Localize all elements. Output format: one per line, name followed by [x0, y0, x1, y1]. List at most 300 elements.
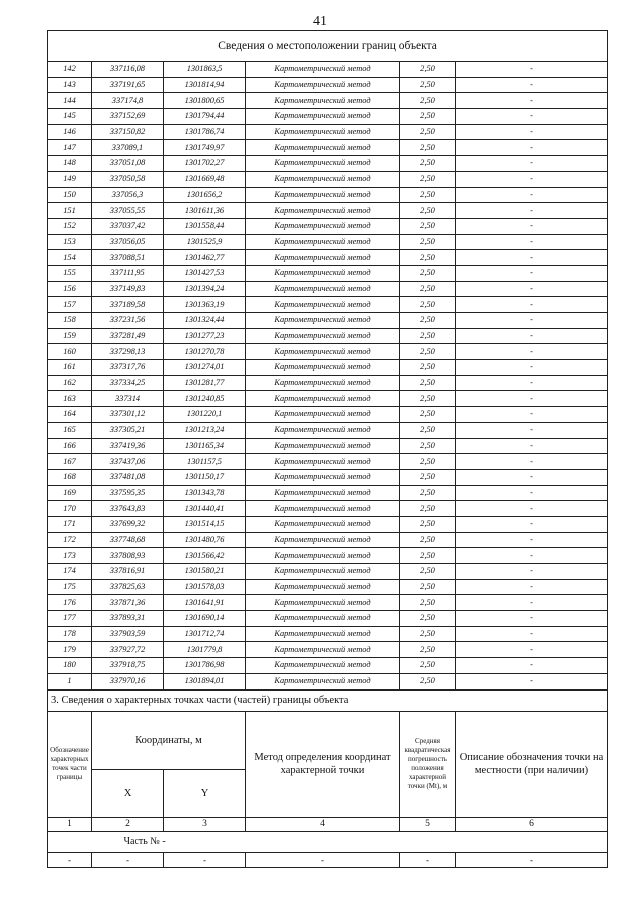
description-cell: - [456, 313, 608, 329]
point-number: 159 [48, 328, 92, 344]
x-coordinate: 337481,08 [92, 469, 164, 485]
boundary-document [47, 30, 607, 868]
method-cell: Картометрический метод [246, 673, 400, 689]
y-coordinate: 1301324,44 [164, 313, 246, 329]
x-coordinate: 337056,05 [92, 234, 164, 250]
description-cell: - [456, 218, 608, 234]
description-cell: - [456, 407, 608, 423]
accuracy-cell: 2,50 [400, 501, 456, 517]
point-number: 160 [48, 344, 92, 360]
x-coordinate: 337903,59 [92, 626, 164, 642]
description-cell: - [456, 611, 608, 627]
table-row [48, 187, 608, 203]
x-coordinate: 337116,08 [92, 62, 164, 78]
accuracy-cell: 2,50 [400, 93, 456, 109]
y-coordinate: 1301580,21 [164, 564, 246, 580]
point-number: 162 [48, 375, 92, 391]
x-coordinate: 337927,72 [92, 642, 164, 658]
table-row [48, 579, 608, 595]
table-row [48, 297, 608, 313]
description-cell: - [456, 250, 608, 266]
method-cell: Картометрический метод [246, 532, 400, 548]
accuracy-cell: 2,50 [400, 407, 456, 423]
method-cell: Картометрический метод [246, 124, 400, 140]
point-number: 179 [48, 642, 92, 658]
x-coordinate: 337305,21 [92, 422, 164, 438]
col-accuracy-header: Средняя квадратическая погрешность положения характерной точки (Mt), м [400, 711, 456, 817]
accuracy-cell: 2,50 [400, 642, 456, 658]
x-coordinate: 337298,13 [92, 344, 164, 360]
x-coordinate: 337191,65 [92, 77, 164, 93]
table-row [48, 422, 608, 438]
y-coordinate: 1301702,27 [164, 156, 246, 172]
accuracy-cell: 2,50 [400, 62, 456, 78]
table-row [48, 109, 608, 125]
x-coordinate: 337281,49 [92, 328, 164, 344]
point-number: 171 [48, 516, 92, 532]
point-number: 145 [48, 109, 92, 125]
method-cell: Картометрический метод [246, 360, 400, 376]
description-cell: - [456, 124, 608, 140]
y-coordinate: 1301779,8 [164, 642, 246, 658]
accuracy-cell: 2,50 [400, 218, 456, 234]
y-coordinate: 1301213,24 [164, 422, 246, 438]
y-coordinate: 1301894,01 [164, 673, 246, 689]
description-cell: - [456, 156, 608, 172]
method-cell: Картометрический метод [246, 62, 400, 78]
x-coordinate: 337152,69 [92, 109, 164, 125]
y-coordinate: 1301656,2 [164, 187, 246, 203]
table-row [48, 313, 608, 329]
x-coordinate: 337056,3 [92, 187, 164, 203]
y-coordinate: 1301220,1 [164, 407, 246, 423]
x-coordinate: 337301,12 [92, 407, 164, 423]
description-cell: - [456, 485, 608, 501]
method-cell: Картометрический метод [246, 109, 400, 125]
method-cell: Картометрический метод [246, 611, 400, 627]
description-cell: - [456, 548, 608, 564]
method-cell: Картометрический метод [246, 407, 400, 423]
point-number: 1 [48, 673, 92, 689]
table-row [48, 516, 608, 532]
col-number: 1 [48, 817, 92, 831]
y-coordinate: 1301578,03 [164, 579, 246, 595]
method-cell: Картометрический метод [246, 93, 400, 109]
x-coordinate: 337051,08 [92, 156, 164, 172]
x-coordinate: 337918,75 [92, 658, 164, 674]
y-coordinate: 1301274,01 [164, 360, 246, 376]
part-label: Часть № - [92, 831, 608, 852]
dash-cell: - [456, 852, 608, 867]
method-cell: Картометрический метод [246, 548, 400, 564]
description-cell: - [456, 579, 608, 595]
description-cell: - [456, 642, 608, 658]
description-cell: - [456, 422, 608, 438]
method-cell: Картометрический метод [246, 171, 400, 187]
point-number: 146 [48, 124, 92, 140]
y-coordinate: 1301690,14 [164, 611, 246, 627]
y-coordinate: 1301514,15 [164, 516, 246, 532]
table-row [48, 62, 608, 78]
y-coordinate: 1301863,5 [164, 62, 246, 78]
point-number: 155 [48, 265, 92, 281]
table-row [48, 595, 608, 611]
method-cell: Картометрический метод [246, 626, 400, 642]
x-coordinate: 337314 [92, 391, 164, 407]
accuracy-cell: 2,50 [400, 673, 456, 689]
accuracy-cell: 2,50 [400, 438, 456, 454]
y-coordinate: 1301749,97 [164, 140, 246, 156]
method-cell: Картометрический метод [246, 313, 400, 329]
method-cell: Картометрический метод [246, 218, 400, 234]
point-number: 158 [48, 313, 92, 329]
accuracy-cell: 2,50 [400, 595, 456, 611]
accuracy-cell: 2,50 [400, 281, 456, 297]
method-cell: Картометрический метод [246, 344, 400, 360]
table-row [48, 438, 608, 454]
method-cell: Картометрический метод [246, 658, 400, 674]
y-coordinate: 1301786,74 [164, 124, 246, 140]
x-coordinate: 337643,83 [92, 501, 164, 517]
y-coordinate: 1301363,19 [164, 297, 246, 313]
table-row [48, 218, 608, 234]
accuracy-cell: 2,50 [400, 313, 456, 329]
table-row [48, 250, 608, 266]
col-x-header: X [92, 769, 164, 817]
description-cell: - [456, 564, 608, 580]
method-cell: Картометрический метод [246, 485, 400, 501]
y-coordinate: 1301525,9 [164, 234, 246, 250]
description-cell: - [456, 469, 608, 485]
point-number: 163 [48, 391, 92, 407]
accuracy-cell: 2,50 [400, 422, 456, 438]
table-row [48, 171, 608, 187]
accuracy-cell: 2,50 [400, 454, 456, 470]
point-number: 156 [48, 281, 92, 297]
col-method-header: Метод определения координат характерной точки [246, 711, 400, 817]
description-cell: - [456, 532, 608, 548]
method-cell: Картометрический метод [246, 203, 400, 219]
accuracy-cell: 2,50 [400, 344, 456, 360]
point-number: 143 [48, 77, 92, 93]
x-coordinate: 337419,36 [92, 438, 164, 454]
table-row [48, 611, 608, 627]
method-cell: Картометрический метод [246, 281, 400, 297]
table-row [48, 234, 608, 250]
accuracy-cell: 2,50 [400, 658, 456, 674]
col-description-header: Описание обозначения точки на местности (при наличии) [456, 711, 608, 817]
table-row [48, 77, 608, 93]
point-number: 147 [48, 140, 92, 156]
description-cell: - [456, 626, 608, 642]
description-cell: - [456, 297, 608, 313]
y-coordinate: 1301281,77 [164, 375, 246, 391]
point-number: 157 [48, 297, 92, 313]
point-number: 150 [48, 187, 92, 203]
description-cell: - [456, 109, 608, 125]
y-coordinate: 1301277,23 [164, 328, 246, 344]
method-cell: Картометрический метод [246, 642, 400, 658]
method-cell: Картометрический метод [246, 297, 400, 313]
accuracy-cell: 2,50 [400, 297, 456, 313]
accuracy-cell: 2,50 [400, 360, 456, 376]
table-row [48, 532, 608, 548]
section-title: Сведения о местоположении границ объекта [48, 31, 608, 62]
section-3-title: 3. Сведения о характерных точках части (частей) границы объекта [48, 690, 608, 711]
point-number: 144 [48, 93, 92, 109]
point-number: 167 [48, 454, 92, 470]
method-cell: Картометрический метод [246, 564, 400, 580]
method-cell: Картометрический метод [246, 187, 400, 203]
x-coordinate: 337317,76 [92, 360, 164, 376]
col-number: 5 [400, 817, 456, 831]
accuracy-cell: 2,50 [400, 391, 456, 407]
accuracy-cell: 2,50 [400, 234, 456, 250]
y-coordinate: 1301712,74 [164, 626, 246, 642]
dash-cell: - [48, 852, 92, 867]
y-coordinate: 1301150,17 [164, 469, 246, 485]
y-coordinate: 1301800,65 [164, 93, 246, 109]
col-number: 3 [164, 817, 246, 831]
table-row [48, 501, 608, 517]
x-coordinate: 337150,82 [92, 124, 164, 140]
accuracy-cell: 2,50 [400, 564, 456, 580]
table-row [48, 673, 608, 689]
description-cell: - [456, 595, 608, 611]
method-cell: Картометрический метод [246, 454, 400, 470]
x-coordinate: 337174,8 [92, 93, 164, 109]
y-coordinate: 1301165,34 [164, 438, 246, 454]
point-number: 170 [48, 501, 92, 517]
method-cell: Картометрический метод [246, 391, 400, 407]
accuracy-cell: 2,50 [400, 203, 456, 219]
description-cell: - [456, 77, 608, 93]
x-coordinate: 337893,31 [92, 611, 164, 627]
table-row [48, 265, 608, 281]
x-coordinate: 337231,56 [92, 313, 164, 329]
table-row [48, 328, 608, 344]
accuracy-cell: 2,50 [400, 548, 456, 564]
accuracy-cell: 2,50 [400, 140, 456, 156]
y-coordinate: 1301566,42 [164, 548, 246, 564]
x-coordinate: 337334,25 [92, 375, 164, 391]
description-cell: - [456, 281, 608, 297]
col-point-header: Обозначение характерных точек части границы [48, 711, 92, 817]
x-coordinate: 337089,1 [92, 140, 164, 156]
point-number: 151 [48, 203, 92, 219]
table-row [48, 658, 608, 674]
y-coordinate: 1301480,76 [164, 532, 246, 548]
point-number: 178 [48, 626, 92, 642]
point-number: 174 [48, 564, 92, 580]
description-cell: - [456, 391, 608, 407]
x-coordinate: 337189,58 [92, 297, 164, 313]
y-coordinate: 1301558,44 [164, 218, 246, 234]
point-number: 165 [48, 422, 92, 438]
table-row [48, 391, 608, 407]
x-coordinate: 337111,95 [92, 265, 164, 281]
table-row [48, 93, 608, 109]
accuracy-cell: 2,50 [400, 532, 456, 548]
method-cell: Картометрический метод [246, 579, 400, 595]
accuracy-cell: 2,50 [400, 626, 456, 642]
method-cell: Картометрический метод [246, 516, 400, 532]
table-row [48, 156, 608, 172]
accuracy-cell: 2,50 [400, 375, 456, 391]
description-cell: - [456, 203, 608, 219]
point-number: 149 [48, 171, 92, 187]
description-cell: - [456, 344, 608, 360]
table-row [48, 642, 608, 658]
accuracy-cell: 2,50 [400, 250, 456, 266]
description-cell: - [456, 234, 608, 250]
accuracy-cell: 2,50 [400, 611, 456, 627]
y-coordinate: 1301240,85 [164, 391, 246, 407]
col-number: 2 [92, 817, 164, 831]
description-cell: - [456, 501, 608, 517]
point-number: 172 [48, 532, 92, 548]
method-cell: Картометрический метод [246, 265, 400, 281]
accuracy-cell: 2,50 [400, 579, 456, 595]
dash-cell: - [92, 852, 164, 867]
accuracy-cell: 2,50 [400, 265, 456, 281]
description-cell: - [456, 171, 608, 187]
table-row [48, 124, 608, 140]
description-cell: - [456, 328, 608, 344]
method-cell: Картометрический метод [246, 140, 400, 156]
method-cell: Картометрический метод [246, 422, 400, 438]
y-coordinate: 1301462,77 [164, 250, 246, 266]
method-cell: Картометрический метод [246, 156, 400, 172]
accuracy-cell: 2,50 [400, 124, 456, 140]
accuracy-cell: 2,50 [400, 469, 456, 485]
method-cell: Картометрический метод [246, 469, 400, 485]
method-cell: Картометрический метод [246, 328, 400, 344]
x-coordinate: 337437,06 [92, 454, 164, 470]
y-coordinate: 1301611,36 [164, 203, 246, 219]
accuracy-cell: 2,50 [400, 485, 456, 501]
y-coordinate: 1301440,41 [164, 501, 246, 517]
x-coordinate: 337699,32 [92, 516, 164, 532]
table-row [48, 469, 608, 485]
method-cell: Картометрический метод [246, 375, 400, 391]
table-row [48, 626, 608, 642]
accuracy-cell: 2,50 [400, 328, 456, 344]
col-coords-header: Координаты, м [92, 711, 246, 769]
part-spacer [48, 831, 92, 852]
accuracy-cell: 2,50 [400, 516, 456, 532]
table-row [48, 564, 608, 580]
y-coordinate: 1301794,44 [164, 109, 246, 125]
table-row [48, 203, 608, 219]
description-cell: - [456, 265, 608, 281]
y-coordinate: 1301814,94 [164, 77, 246, 93]
description-cell: - [456, 438, 608, 454]
point-number: 176 [48, 595, 92, 611]
method-cell: Картометрический метод [246, 501, 400, 517]
boundary-points-table [47, 30, 608, 690]
dash-cell: - [246, 852, 400, 867]
description-cell: - [456, 93, 608, 109]
description-cell: - [456, 658, 608, 674]
x-coordinate: 337808,93 [92, 548, 164, 564]
method-cell: Картометрический метод [246, 250, 400, 266]
accuracy-cell: 2,50 [400, 171, 456, 187]
point-number: 166 [48, 438, 92, 454]
accuracy-cell: 2,50 [400, 187, 456, 203]
table-row [48, 407, 608, 423]
y-coordinate: 1301669,48 [164, 171, 246, 187]
y-coordinate: 1301343,78 [164, 485, 246, 501]
accuracy-cell: 2,50 [400, 156, 456, 172]
table-row [48, 548, 608, 564]
x-coordinate: 337055,55 [92, 203, 164, 219]
method-cell: Картометрический метод [246, 77, 400, 93]
table-row [48, 281, 608, 297]
point-number: 177 [48, 611, 92, 627]
point-number: 161 [48, 360, 92, 376]
x-coordinate: 337825,63 [92, 579, 164, 595]
description-cell: - [456, 360, 608, 376]
table-row [48, 344, 608, 360]
point-number: 168 [48, 469, 92, 485]
y-coordinate: 1301270,78 [164, 344, 246, 360]
accuracy-cell: 2,50 [400, 109, 456, 125]
x-coordinate: 337970,16 [92, 673, 164, 689]
y-coordinate: 1301427,53 [164, 265, 246, 281]
col-y-header: Y [164, 769, 246, 817]
x-coordinate: 337037,42 [92, 218, 164, 234]
table-row [48, 140, 608, 156]
method-cell: Картометрический метод [246, 438, 400, 454]
y-coordinate: 1301157,5 [164, 454, 246, 470]
point-number: 164 [48, 407, 92, 423]
method-cell: Картометрический метод [246, 234, 400, 250]
description-cell: - [456, 187, 608, 203]
x-coordinate: 337149,83 [92, 281, 164, 297]
x-coordinate: 337050,58 [92, 171, 164, 187]
table-row [48, 375, 608, 391]
point-number: 173 [48, 548, 92, 564]
point-number: 175 [48, 579, 92, 595]
point-number: 148 [48, 156, 92, 172]
point-number: 169 [48, 485, 92, 501]
point-number: 142 [48, 62, 92, 78]
col-number: 4 [246, 817, 400, 831]
point-number: 180 [48, 658, 92, 674]
part-points-table [47, 690, 608, 868]
method-cell: Картометрический метод [246, 595, 400, 611]
point-number: 154 [48, 250, 92, 266]
description-cell: - [456, 454, 608, 470]
description-cell: - [456, 62, 608, 78]
description-cell: - [456, 673, 608, 689]
y-coordinate: 1301394,24 [164, 281, 246, 297]
accuracy-cell: 2,50 [400, 77, 456, 93]
description-cell: - [456, 140, 608, 156]
table-row [48, 485, 608, 501]
point-number: 152 [48, 218, 92, 234]
y-coordinate: 1301786,98 [164, 658, 246, 674]
dash-cell: - [400, 852, 456, 867]
x-coordinate: 337871,36 [92, 595, 164, 611]
col-number: 6 [456, 817, 608, 831]
page-number: 41 [313, 14, 327, 29]
point-number: 153 [48, 234, 92, 250]
x-coordinate: 337088,51 [92, 250, 164, 266]
x-coordinate: 337748,68 [92, 532, 164, 548]
description-cell: - [456, 375, 608, 391]
